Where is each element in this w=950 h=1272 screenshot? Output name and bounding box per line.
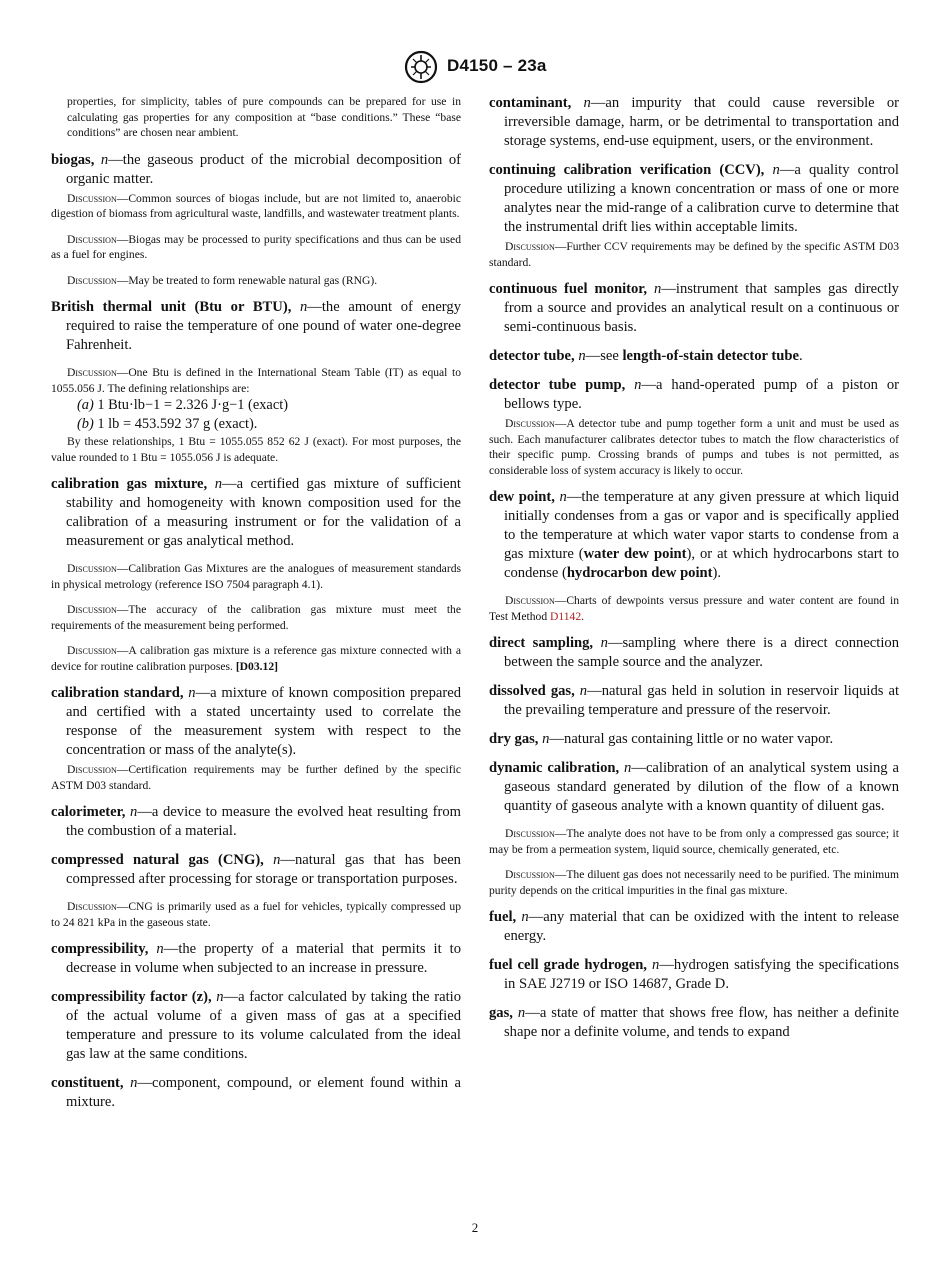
continued-note: properties, for simplicity, tables of pure compounds can be prepared for use in calculating gas properties for any composition at “base conditions.” These “base conditions” are chosen near ambient.	[67, 95, 461, 139]
note: Discussion—A detector tube and pump together form a unit and must be used as such. Each manufacturer calibrates detector tubes to match the flow characteristics of their specific pump. Crossing brands of pumps and tubes is not permitted, as considerable loss of system accuracy is likely to occur.	[489, 417, 899, 477]
entry-constituent: constituent, n—component, compound, or element found within a mixture.	[51, 1075, 461, 1110]
d1142-link[interactable]: D1142	[550, 609, 582, 623]
entry-dry-gas: dry gas, n—natural gas containing little or no water vapor.	[489, 731, 834, 747]
entry-ccv: continuing calibration verification (CCV), n—a quality control procedure utilizing a known concentration or mass of one or more analytes near the mid-range of a calibration curve to determine that the instrumental drift lies within acceptable limits.	[489, 162, 899, 235]
entry-calibration-gas-mixture: calibration gas mixture, n—a certified gas mixture of sufficient stability and homogeneity with known composition used for the calibration of a measuring instrument or for the validation of a measurement or gas analytical method.	[51, 476, 461, 549]
entry-compressibility: compressibility, n—the property of a material that permits it to decrease in volume when subjected to an increase in pressure.	[51, 941, 461, 976]
entry-biogas: biogas, n—the gaseous product of the microbial decomposition of organic matter.	[51, 151, 461, 187]
entry-calorimeter: calorimeter, n—a device to measure the evolved heat resulting from the combustion of a material.	[51, 804, 461, 839]
note: Discussion—Charts of dewpoints versus pressure and water content are found in Test Method D1142.	[489, 594, 899, 623]
entry-btu: British thermal unit (Btu or BTU), n—the amount of energy required to raise the temperature of one pound of water one-degree Fahrenheit.	[51, 299, 461, 353]
entry-detector-tube: detector tube, n—see length-of-stain detector tube.	[489, 348, 803, 364]
note: Discussion—The diluent gas does not necessarily need to be purified. The minimum purity depends on the critical impurities in the final gas mixture.	[489, 868, 899, 897]
page-number: 2	[471, 1220, 479, 1235]
note: Discussion—One Btu is defined in the International Steam Table (IT) as equal to 1055.056 J. The defining relationships are:	[51, 366, 461, 395]
right-column	[489, 94, 899, 1052]
entry-direct-sampling: direct sampling, n—sampling where there is a direct connection between the sample source and the analyzer.	[489, 635, 899, 670]
entry-dew-point: dew point, n—the temperature at any given pressure at which liquid initially condenses from a gas or vapor and is specifically applied to the temperature at which water vapor starts to condense from a gas mixture (water dew point), or at which hydrocarbons start to condense (hydrocarbon dew point).	[489, 489, 900, 581]
equation-b: (b) 1 lb = 453.592 37 g (exact).	[77, 416, 258, 432]
note: Discussion—CNG is primarily used as a fuel for vehicles, typically compressed up to 24 821 kPa in the gaseous state.	[51, 900, 461, 929]
left-column	[51, 94, 461, 1122]
entry-calibration-standard: calibration standard, n—a mixture of known composition prepared and certified with a stated uncertainty used to correlate the response of the measurement system with respect to the concentration or mass of the analyte(s).	[51, 685, 462, 758]
entry-gas: gas, n—a state of matter that shows free flow, has neither a definite shape nor a definite volume, and tends to expand	[489, 1005, 899, 1040]
note: Discussion—Calibration Gas Mixtures are the analogues of measurement standards in physical metrology (reference ISO 7504 paragraph 4.1).	[51, 562, 461, 591]
equation-a: (a) 1 Btu·lb−1 = 2.326 J·g−1 (exact)	[77, 397, 288, 413]
note: Discussion—May be treated to form renewable natural gas (RNG).	[67, 273, 378, 287]
note: By these relationships, 1 Btu = 1055.055 852 62 J (exact). For most purposes, the value rounded to 1 Btu = 1055.056 J is adequate.	[51, 435, 461, 464]
page-header	[0, 48, 950, 88]
entry-fuel: fuel, n—any material that can be oxidized with the intent to release energy.	[489, 909, 899, 944]
note: Discussion—The analyte does not have to be from only a compressed gas source; it may be from a permeation system, liquid source, chemically generated, etc.	[489, 827, 899, 856]
entry-contaminant: contaminant, n—an impurity that could cause reversible or irreversible damage, harm, or be detrimental to transportation and storage systems, end-use equipment, users, or the environment.	[489, 95, 899, 149]
entry-compressibility-factor: compressibility factor (z), n—a factor calculated by taking the ratio of the actual volume of a given mass of gas at a specified temperature and pressure to its volume calculated from the ideal gas law at the same conditions.	[51, 989, 461, 1062]
document-id: D4150 – 23a	[447, 56, 547, 75]
entry-dissolved-gas: dissolved gas, n—natural gas held in solution in reservoir liquids at the prevailing temperature and pressure of the reservoir.	[489, 683, 899, 718]
entry-detector-tube-pump: detector tube pump, n—a hand-operated pump of a piston or bellows type.	[489, 377, 899, 412]
entry-continuous-fuel-monitor: continuous fuel monitor, n—instrument that samples gas directly from a source and provides an analytical result on a continuous or semi-continuous basis.	[489, 281, 899, 335]
entry-dynamic-calibration: dynamic calibration, n—calibration of an analytical system using a gaseous standard generated by dilution of the flow of a known quantity of gaseous analyte with a known quantity of diluent gas.	[489, 760, 899, 814]
entry-fuel-cell-grade-hydrogen: fuel cell grade hydrogen, n—hydrogen satisfying the specifications in SAE J2719 or ISO 14687, Grade D.	[489, 957, 900, 992]
astm-logo-icon	[403, 50, 439, 84]
entry-cng: compressed natural gas (CNG), n—natural gas that has been compressed after processing for storage or transportation purposes.	[51, 852, 461, 887]
note: Discussion—A calibration gas mixture is a reference gas mixture connected with a device for routine calibration purposes. [D03.12]	[51, 644, 461, 673]
note: Discussion—Biogas may be processed to purity specifications and thus can be used as a fuel for engines.	[51, 232, 461, 261]
note: Discussion—Further CCV requirements may be defined by the specific ASTM D03 standard.	[489, 240, 899, 269]
note: Discussion—Common sources of biogas include, but are not limited to, anaerobic digestion of biomass from agricultural waste, landfills, and wastewater treatment plants.	[51, 191, 461, 220]
note: Discussion—The accuracy of the calibration gas mixture must meet the requirements of the measurement being performed.	[51, 603, 461, 632]
note: Discussion—Certification requirements may be further defined by the specific ASTM D03 standard.	[51, 763, 461, 792]
